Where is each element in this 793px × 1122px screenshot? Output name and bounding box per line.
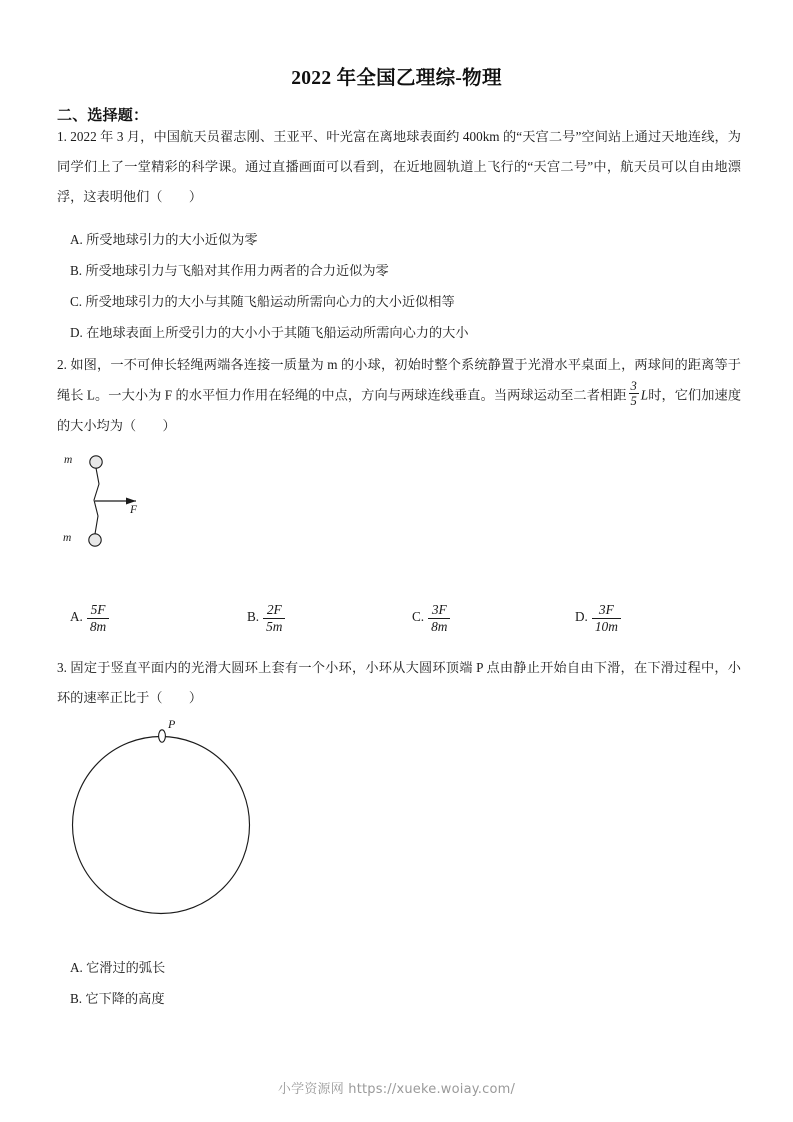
large-circle-svg [62,715,262,920]
option-text: 所受地球引力的大小近似为零 [86,232,258,247]
question-1-option-a [70,225,258,255]
option-text: 它滑过的弧长 [86,960,166,975]
question-2-stem [57,350,741,441]
force-label: F [130,504,138,516]
fraction-trailing-symbol: L [640,387,649,403]
question-2-option-a [70,602,109,634]
section-heading: 二、选择题： [57,108,149,124]
option-label: A. [70,609,83,625]
option-text: 在地球表面上所受引力的大小小于其随飞船运动所需向心力的大小 [86,325,469,340]
option-label: D. [575,609,588,625]
question-2-stem-part2: 时，它们加速度的大小均为（ ） [57,387,742,433]
option-fraction [428,602,450,634]
two-balls-rope-force-svg [58,446,198,558]
fraction-numerator: 5F [87,602,109,619]
option-text: 所受地球引力与飞船对其作用力两者的合力近似为零 [85,263,389,278]
page-title: 2022 年全国乙理综-物理 [291,68,502,89]
ball-top-label: m [64,454,73,466]
option-text: 它下降的高度 [85,991,165,1006]
question-3-figure [62,715,262,920]
question-3-stem: 3. 固定于竖直平面内的光滑大圆环上套有一个小环，小环从大圆环顶端 P 点由静止开始自由下滑，在下滑过程中，小环的速率正比于（ ） [57,660,741,705]
option-label: C. [412,609,425,625]
fraction-numerator: 3F [428,602,450,619]
option-label: B. [70,991,83,1006]
option-text: 所受地球引力的大小与其随飞船运动所需向心力的大小近似相等 [85,294,455,309]
question-3-option-a [70,953,165,983]
ball-top [90,456,102,468]
question-3-option-b [70,984,165,1014]
option-label: D. [70,325,83,340]
small-ring [159,730,166,742]
option-label: B. [70,263,83,278]
point-p-label: P [168,717,176,731]
question-2-stem-part1: 2. 如图，一不可伸长轻绳两端各连接一质量为 m 的小球，初始时整个系统静置于光滑水平桌面上，两球间的距离等于绳长 L。一大小为 F 的水平恒力作用在轻绳的中点，方向与两球连线垂直。当两球运动至二者相距 [57,357,741,403]
question-1-option-d [70,318,469,348]
question-2-figure [58,446,198,558]
watermark: 小学资源网 https://xueke.woiay.com/ [277,1082,516,1097]
question-1-option-b [70,256,389,286]
question-2-option-d [575,602,621,634]
option-label: A. [70,232,83,247]
fraction-denominator: 8m [431,618,448,634]
question-2-option-c [412,602,450,634]
option-fraction [263,602,285,634]
fraction-numerator: 2F [263,602,285,619]
option-fraction [592,602,621,634]
question-1-stem: 1. 2022 年 3 月，中国航天员翟志刚、王亚平、叶光富在离地球表面约 400km 的“天宫二号”空间站上通过天地连线，为同学们上了一堂精彩的科学课。通过直播画面可以看到，在近地圆轨道上飞行的“天宫二号”中，航天员可以自由地漂浮，这表明他们（ ） [57,129,741,204]
fraction-denominator: 5m [266,618,283,634]
question-2-option-b [247,602,285,634]
fraction-denominator: 8m [89,618,107,634]
option-label: C. [70,294,83,309]
fraction-numerator: 3F [592,602,621,619]
option-label: A. [70,960,83,975]
ball-bottom [89,534,101,546]
large-circle [73,737,250,914]
fraction-denominator: 5 [630,394,637,409]
option-fraction [87,602,109,634]
fraction-three-fifths [629,379,639,408]
fraction-numerator: 3 [630,379,637,394]
ball-bottom-label: m [63,532,72,544]
question-1-option-c [70,287,455,317]
option-label: B. [247,609,260,625]
fraction-denominator: 10m [594,618,618,634]
